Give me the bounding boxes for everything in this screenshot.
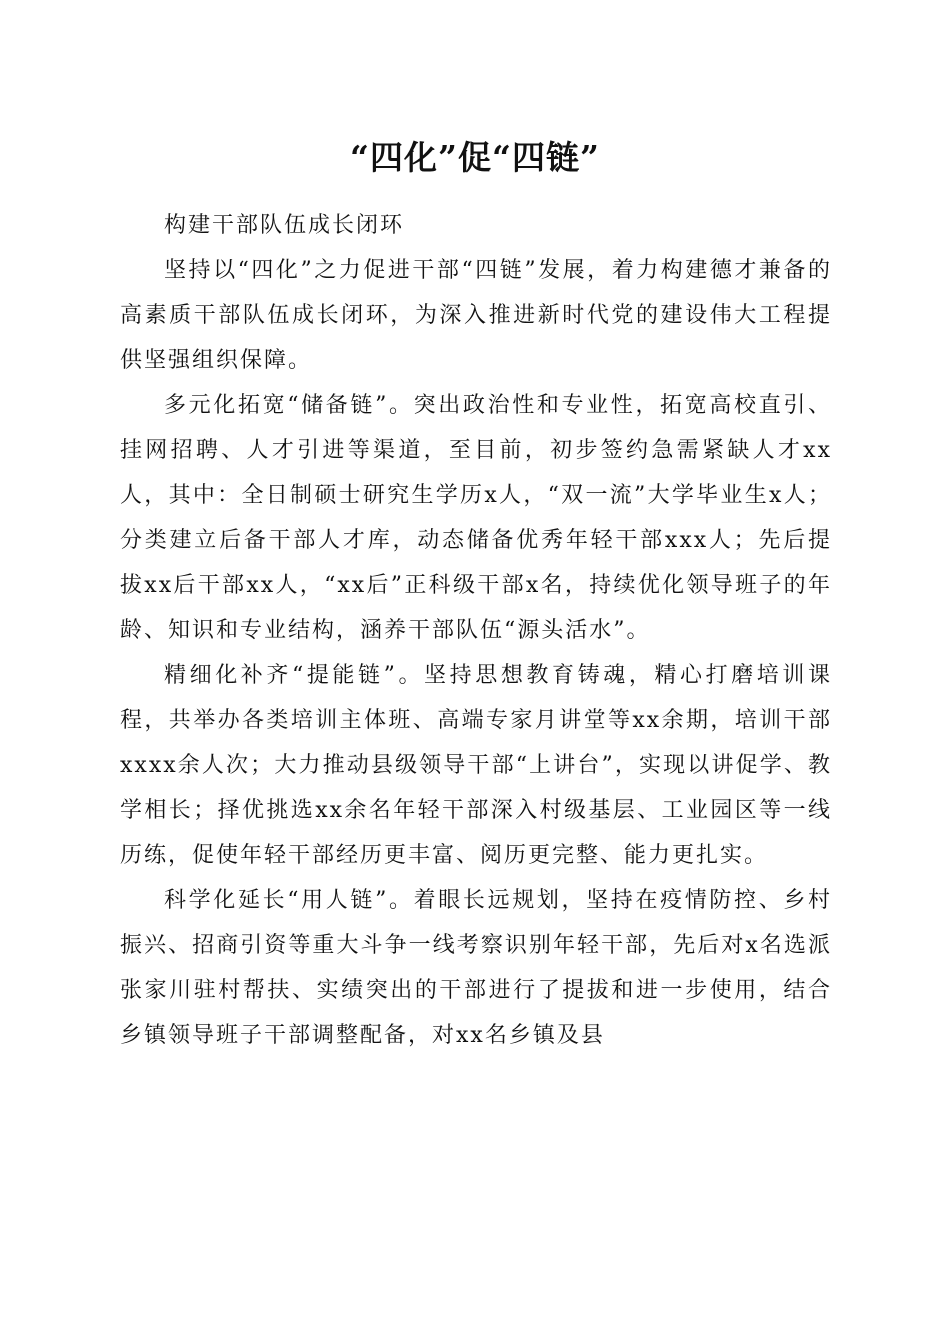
document-subtitle: 构建干部队伍成长闭环: [164, 213, 405, 238]
document-body: [120, 203, 832, 1058]
document-title: “四化”促“四链”: [350, 138, 600, 177]
employment-chain-paragraph: 科学化延长“用人链”。着眼长远规划，坚持在疫情防控、乡村振兴、招商引资等重大斗争一线考察识别年轻干部，先后对x名选派张家川驻村帮扶、实绩突出的干部进行了提拔和进一步使用，结合乡镇领导班子干部调整配备，对xx名乡镇及县: [120, 888, 832, 1048]
capability-chain-paragraph: 精细化补齐“提能链”。坚持思想教育铸魂，精心打磨培训课程，共举办各类培训主体班、高端专家月讲堂等xx余期，培训干部xxxx余人次；大力推动县级领导干部“上讲台”，实现以讲促学、教学相长；择优挑选xx余名年轻干部深入村级基层、工业园区等一线历练，促使年轻干部经历更丰富、阅历更完整、能力更扎实。: [120, 663, 832, 868]
reserve-chain-paragraph: 多元化拓宽“储备链”。突出政治性和专业性，拓宽高校直引、挂网招聘、人才引进等渠道，至目前，初步签约急需紧缺人才xx人，其中：全日制硕士研究生学历x人，“双一流”大学毕业生x人；分类建立后备干部人才库，动态储备优秀年轻干部xxx人；先后提拔xx后干部xx人，“xx后”正科级干部x名，持续优化领导班子的年龄、知识和专业结构，涵养干部队伍“源头活水”。: [120, 393, 832, 643]
intro-paragraph: 坚持以“四化”之力促进干部“四链”发展，着力构建德才兼备的高素质干部队伍成长闭环，为深入推进新时代党的建设伟大工程提供坚强组织保障。: [120, 258, 832, 373]
